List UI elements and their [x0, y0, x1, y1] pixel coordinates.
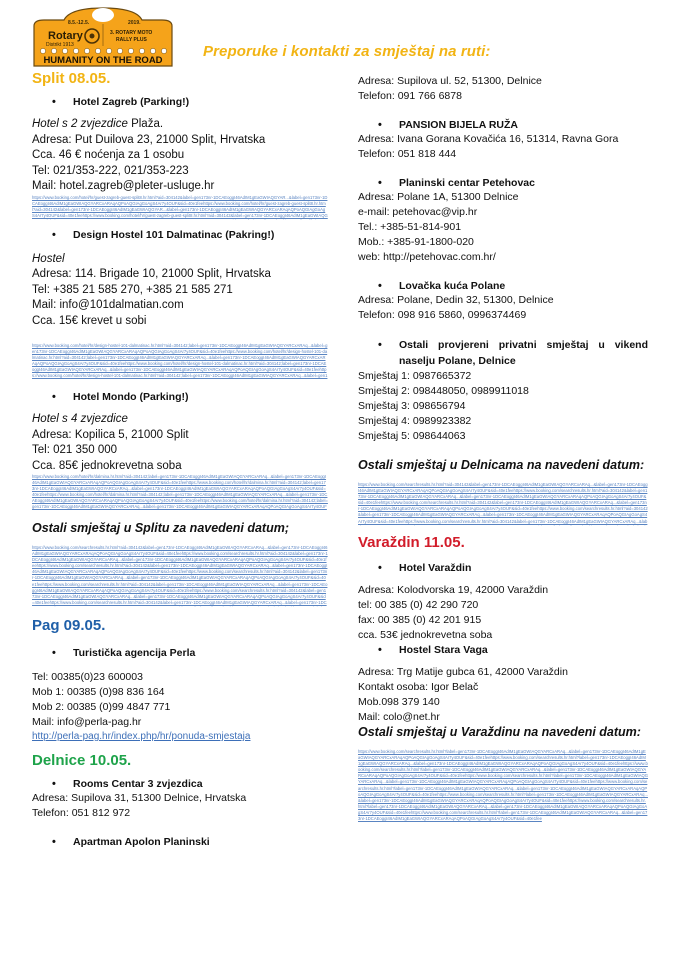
hotel-name: • Hotel Zagreb (Parking!) [32, 95, 328, 109]
hotel-name: • Lovačka kuća Polane [358, 279, 648, 293]
svg-text:8.5.-12.5.: 8.5.-12.5. [68, 20, 90, 26]
hotel-line: Telefon: 098 916 5860, 0996374469 [358, 309, 527, 321]
left-column [32, 70, 328, 849]
hotel-type [32, 252, 328, 268]
hotel-line: Adresa: Polane 1A, 51300 Delnice [358, 191, 519, 203]
hotel-line: Smještaj 3: 098656794 [358, 400, 466, 412]
svg-text:3. ROTARY MOTO: 3. ROTARY MOTO [110, 30, 153, 36]
hotel-line: web: http://petehovac.com.hr/ [358, 251, 496, 263]
hotel-line: Tel: 021/353-222, 021/353-223 [32, 164, 189, 177]
hotel-line: Adresa: Put Duilova 23, 21000 Split, Hrvatska [32, 133, 266, 146]
hotel-line: e-mail: petehovac@vip.hr [358, 206, 478, 218]
city-heading-split: Split 08.05. [32, 70, 111, 87]
hotel-line: Tel.: +385-51-814-901 [358, 221, 462, 233]
website-link[interactable]: http://perla-pag.hr/index.php/hr/ponuda-smjestaja [32, 731, 251, 742]
hotel-line: Adresa: Kolodvorska 19, 42000 Varaždin [358, 584, 549, 596]
booking-link[interactable]: https://www.booking.com/hotel/hr/guest-zagreb-guest-split8.hr.html?aid=304142&label=gen173nr-1DCAEoggI46AdIM1gEaGWIAQGYAR...&label=gen173nr-1DCAEoggI46AdIM1gEaGWIAQGYARCxARAqAQPoAQGIAgGoAgS4Ar7y4OUF&sid=40e1feehttps://www.booking.com/hotel/hr/guest-zagreb-guest-split8.hr.html?aid=304142&label=gen173nr-1DCAEoggI46AdIM1gEaGWIAQGYAR...&label=gen173nr-1DCAEoggI46AdIM1gEaGWIAQGYARCxARAqAQPoAQGIAgGoAgS4Ar7y4OUF&sid=40e1feehttps://www.booking.com/hotel/hr/guest-zagreb-guest-split8.hr.html?aid=304142&label=gen173nr-1DCAEoggI46AdIM1gEaGWIAQG [32, 194, 328, 218]
hotel-name: • Hostel Stara Vaga [358, 643, 648, 657]
hotel-name: • Ostali provjereni privatni smještaj u vikend naselju Polane, Delnice [358, 337, 648, 369]
hotel-line: Mob 2: 00385 (0)99 4847 771 [32, 701, 171, 713]
svg-text:HUMANITY ON THE ROAD: HUMANITY ON THE ROAD [43, 55, 163, 66]
city-heading-varazdin: Varaždin 11.05. [358, 534, 465, 551]
hotel-line: Mail: hotel.zagreb@pleter-usluge.hr [32, 180, 215, 192]
booking-search-link[interactable]: https://www.booking.com/searchresults.hr.html?aid=304142&label=gen173nr-1DCAEoggI46AdIM1gEaGWIAQGYARCxARAq...&label=gen173nr-1DCAEoggI46AdIM1gEaGWIAQGYARCxARAqAQPoAQGIAgGoAgS4Ar7y4OUF&sid=40e1feehttps://www.booking.com/searchresults.hr.html?aid=304142&label=gen173nr-1DCAEoggI46AdIM1gEaGWIAQGYARCxARAq...&label=gen173nr-1DCAEoggI46AdIM1gEaGWIAQGYARCxARAqAQPoAQGIAgGoAgS4Ar7y4OUF&sid=40e1feehttps://www.booking.com/searchresults.hr.html?aid=304142&label=gen173nr-1DCAEoggI46AdIM1gEaGWIAQGYARCxARAq...&label=gen173nr-1DCAEoggI46AdIM1gEaGWIAQGYARCxARAqAQPoAQGIAgGoAgS4Ar7y4OUF&sid=40e1feehttps://www.booking.com/searchresults.hr.html?aid=304142&label=gen173nr-1DCAEoggI46AdIM1gEaGWIAQGYARCxARAq...&label=gen173nr-1DCAEoggI46AdIM1gEaGWIAQGYARCxARAqAQPoAQGIAgGoAgS4Ar7y4OUF&sid=40e1feehttps://www.booking.com/searchresults.hr.html?aid=304142&label=gen173nr-1DCAEoggI46AdIM1gEaGWIAQGYARCxARAq...&label=gen173nr-1DCAEoggI46AdIM1gEaGWIAQGYARCxARAqAQPoAQGIAgGoAgS4Ar7y4OUF&sid=40e1feehttps://www.booking.com/searchresults.hr.html?aid=304142&label=gen173nr-1DCAEoggI46AdIM1gEaGWIAQGYARCxARAq...&label=gen173nr-1DCAEoggI46AdIM1gEaGWIAQGYARCxARAqAQPoAQGIAgGoAgS4Ar7y4OUF&sid=40e1feehttps://www.booking.com/searchresults.hr.html?aid=304142&label=gen173nr-1DCAEoggI46AdIM1gEaGWIAQGYARCxARAq...&label=gen173nr-1DC [32, 545, 328, 605]
other-accommodation-heading: Ostali smještaj u Delnicama na navedeni datum: [358, 458, 645, 472]
hotel-name: • PANSION BIJELA RUŽA [358, 118, 648, 132]
svg-text:Rotary: Rotary [48, 30, 83, 42]
hotel-line: Mail: colo@net.hr [358, 711, 440, 723]
hotel-name: • Design Hostel 101 Dalmatinac (Pakring!) [32, 228, 328, 242]
hotel-line: tel: 00 385 (0) 42 290 720 [358, 599, 479, 611]
hotel-line: Mob.098 379 140 [358, 696, 440, 708]
svg-text:2019.: 2019. [128, 20, 141, 26]
page-title: Preporuke i kontakti za smještaj na ruti: [203, 43, 491, 60]
booking-search-link[interactable]: https://www.booking.com/searchresults.hr.html?aid=304142&label=gen173nr-1DCAEoggI46AdIM1gEaGWIAQGYARCxARAq...&label=gen173nr-1DCAEoggI46AdIM1gEaGWIAQGYARCxARAqAQPoAQGIAgGoAgS4Ar7y4OUF&sid=40e1feehttps://www.booking.com/searchresults.hr.html?aid=304142&label=gen173nr-1DCAEoggI46AdIM1gEaGWIAQGYARCxARAq...&label=gen173nr-1DCAEoggI46AdIM1gEaGWIAQGYARCxARAqAQPoAQGIAgGoAgS4Ar7y4OUF&sid=40e1feehttps://www.booking.com/searchresults.hr.html?aid=304142&label=gen173nr-1DCAEoggI46AdIM1gEaGWIAQGYARCxARAq...&label=gen173nr-1DCAEoggI46AdIM1gEaGWIAQGYARCxARAqAQPoAQGIAgGoAgS4Ar7y4OUF&sid=40e1feehttps://www.booking.com/searchresults.hr.html?aid=304142&label=gen173nr-1DCAEoggI46AdIM1gEaGWIAQGYARCxARAq...&label=gen173nr-1DCAEoggI46AdIM1gEaGWIAQGYARCxARAqAQPoAQGIAgGoAgS4Ar7y4OUF&sid=40e1feehttps://www.booking.com/searchresults.hr.html?aid=304142&label=gen173nr-1DCAEoggI46AdIM1gEaGWIAQGYARCxARAq...&lab [358, 482, 648, 524]
city-heading-pag: Pag 09.05. [32, 617, 106, 634]
hotel-line: Adresa: Supilova ul. 52, 51300, Delnice [358, 75, 542, 87]
booking-link[interactable]: https://www.booking.com/hotel/hr/design-hostel-101-dalmatinac.hr.html?aid=304142;label=gen173nr-1DCAEoggI46AdIM1gEaGWIAQGYARCxARAq...&label=gen173nr-1DCAEoggI46AdIM1gEaGWIAQGYARCxARAqAQPoAQGIAgGoAgS4Ar7y4OUF&sid=40e1feehttps://www.booking.com/hotel/hr/design-hostel-101-dalmatinac.hr.html?aid=304142;label=gen173nr-1DCAEoggI46AdIM1gEaGWIAQGYARCxARAq...&label=gen173nr-1DCAEoggI46AdIM1gEaGWIAQGYARCxARAqAQPoAQGIAgGoAgS4Ar7y4OUF&sid=40e1feehttps://www.booking.com/hotel/hr/design-hostel-101-dalmatinac.hr.html?aid=304142;label=gen173nr-1DCAEoggI46AdIM1gEaGWIAQGYARCxARAq...&label=gen173nr-1DCAEoggI46AdIM1gEaGWIAQGYARCxARAqAQPoAQGIAgGoAgS4Ar7y4OUF&sid=40e1feehttps://www.booking.com/hotel/hr/design-hostel-101-dalmatinac.hr.html?aid=304142;label=gen173nr-1DCAEoggI46AdIM1gEaGWIAQGYARCxARAq...&label=gen1 [32, 343, 328, 379]
hotel-type-italic: Hostel [32, 252, 65, 265]
hotel-type [32, 117, 328, 133]
hotel-name: • Planinski centar Petehovac [358, 176, 648, 190]
hotel-line: Adresa: Ivana Gorana Kovačića 16, 51314, Ravna Gora [358, 133, 619, 145]
logo-graphic [30, 6, 176, 68]
hotel-line: Adresa: Trg Matije gubca 61, 42000 Varaždin [358, 666, 568, 678]
svg-text:Distrikt 1913: Distrikt 1913 [46, 42, 74, 48]
hotel-name: • Hotel Varaždin [358, 561, 648, 575]
hotel-line: Smještaj 1: 0987665372 [358, 370, 472, 382]
hotel-name: • Rooms Centar 3 zvjezdica [32, 777, 328, 791]
hotel-line: Mob.: +385-91-1800-020 [358, 236, 474, 248]
hotel-line: Telefon: 091 766 6878 [358, 90, 462, 102]
hotel-line: Telefon: 051 818 444 [358, 148, 457, 160]
hotel-name: • Apartman Apolon Planinski [32, 835, 328, 849]
hotel-line: cca. 53€ jednokrevetna soba [358, 629, 493, 641]
right-column [358, 74, 648, 841]
hotel-type [32, 412, 328, 428]
hotel-line: Mail: info@101dalmatian.com [32, 299, 184, 311]
hotel-type-italic: Hotel s 4 zvjezdice [32, 413, 128, 425]
hotel-line: Smještaj 4: 0989923382 [358, 415, 472, 427]
hotel-name: • Turistička agencija Perla [32, 646, 328, 660]
other-accommodation-heading: Ostali smještaj u Splitu za navedeni datum; [32, 521, 290, 535]
hotel-type-suffix: Plaža. [127, 118, 164, 130]
hotel-line: Mail: info@perla-pag.hr [32, 716, 142, 728]
booking-link[interactable]: https://www.booking.com/hotel/hr/dalmina.hr.html?aid=304142;label=gen173nr-1DCAEoggI46AdIM1gEaGWIAQGYARCxARAq...&label=gen173nr-1DCAEoggI46AdIM1gEaGWIAQGYARCxARAqAQPoAQGIAgGoAgS4Ar7y4OUF&sid=40e1feehttps://www.booking.com/hotel/hr/dalmina.hr.html?aid=304142;label=gen173nr-1DCAEoggI46AdIM1gEaGWIAQGYARCxARAq...&label=gen173nr-1DCAEoggI46AdIM1gEaGWIAQGYARCxARAqAQPoAQGIAgGoAgS4Ar7y4OUF&sid=40e1feehttps://www.booking.com/hotel/hr/dalmina.hr.html?aid=304142;label=gen173nr-1DCAEoggI46AdIM1gEaGWIAQGYARCxARAq...&label=gen173nr-1DCAEoggI46AdIM1gEaGWIAQGYARCxARAqAQPoAQGIAgGoAgS4Ar7y4OUF&sid=40e1feehttps://www.booking.com/hotel/hr/dalmina.hr.html?aid=304142;label=gen173nr-1DCAEoggI46AdIM1gEaGWIAQGYARCxARAq...&label=gen173nr-1DCAEoggI46AdIM1gEaGWIAQGYARCxARAqAQPoAQGIAgGoAgS4Ar7y4OUF [32, 474, 328, 510]
city-heading-delnice: Delnice 10.05. [32, 752, 132, 769]
hotel-line: Cca. 85€ jednokrevetna soba [32, 459, 182, 472]
hotel-line: Telefon: 051 812 972 [32, 807, 131, 819]
hotel-line: Smještaj 5: 098644063 [358, 430, 466, 442]
hotel-type-italic: Hotel s 2 zvjezdice [32, 118, 128, 130]
booking-search-link[interactable]: https://www.booking.com/searchresults.hr.html?label=gen173nr-1DCAEoggI46AdIM1gEaGWIAQGYARCxARAq...&label=gen173nr-1DCAEoggI46AdIM1gEaGWIAQGYARCxARAqAQPoAQGIAgGoAgS4Ar7y4OUF&sid=40e1feehttps://www.booking.com/searchresults.hr.html?label=gen173nr-1DCAEoggI46AdIM1gEaGWIAQGYARCxARAq...&label=gen173nr-1DCAEoggI46AdIM1gEaGWIAQGYARCxARAqAQPoAQGIAgGoAgS4Ar7y4OUF&sid=40e1feehttps://www.booking.com/searchresults.hr.html?label=gen173nr-1DCAEoggI46AdIM1gEaGWIAQGYARCxARAq...&label=gen173nr-1DCAEoggI46AdIM1gEaGWIAQGYARCxARAqAQPoAQGIAgGoAgS4Ar7y4OUF&sid=40e1feehttps://www.booking.com/searchresults.hr.html?label=gen173nr-1DCAEoggI46AdIM1gEaGWIAQGYARCxARAq...&label=gen173nr-1DCAEoggI46AdIM1gEaGWIAQGYARCxARAqAQPoAQGIAgGoAgS4Ar7y4OUF&sid=40e1feehttps://www.booking.com/searchresults.hr.html?label=gen173nr-1DCAEoggI46AdIM1gEaGWIAQGYARCxARAq...&label=gen173nr-1DCAEoggI46AdIM1gEaGWIAQGYARCxARAqAQPoAQGIAgGoAgS4Ar7y4OUF&sid=40e1feehttps://www.booking.com/searchresults.hr.html?label=gen173nr-1DCAEoggI46AdIM1gEaGWIAQGYARCxARAq...&label=gen173nr-1DCAEoggI46AdIM1gEaGWIAQGYARCxARAqAQPoAQGIAgGoAgS4Ar7y4OUF&sid=40e1feehttps://www.booking.com/searchresults.hr.html?label=gen173nr-1DCAEoggI46AdIM1gEaGWIAQGYARCxARAq...&label=gen173nr-1DCAEoggI46AdIM1gEaGWIAQGYARCxARAqAQPoAQGIAgGoAgS4Ar7y4OUF&sid=40e1feehttps://www.booking.com/searchresults.hr.html?label=gen173nr-1DCAEoggI46AdIM1gEaGWIAQGYARCxARAq...&label=gen173nr-1DCAEoggI46AdIM1gEaGWIAQGYARCxARAqAQPoAQGIAgGoAgS4Ar7y4OUF&sid=40e1fee [358, 749, 648, 822]
hotel-line: Adresa: Kopilica 5, 21000 Split [32, 428, 189, 441]
hotel-line: Mob 1: 00385 (0)98 836 164 [32, 686, 165, 698]
hotel-line: Adresa: 114. Brigade 10, 21000 Split, Hrvatska [32, 268, 271, 280]
hotel-line: Tel: 021 350 000 [32, 444, 118, 456]
rotary-rally-logo [30, 6, 176, 68]
hotel-line: Tel: 00385(0)23 600003 [32, 671, 143, 683]
hotel-line: Adresa: Supilova 31, 51300 Delnice, Hrvatska [32, 792, 247, 804]
svg-text:RALLY PLUS: RALLY PLUS [116, 37, 147, 43]
hotel-line: Adresa: Polane, Dedin 32, 51300, Delnice [358, 294, 554, 306]
hotel-name: • Hotel Mondo (Parking!) [32, 390, 328, 404]
hotel-line: Tel: +385 21 585 270, +385 21 585 271 [32, 283, 233, 296]
hotel-line: fax: 00 385 (0) 42 201 915 [358, 614, 482, 626]
hotel-line: Cca. 46 € noćenja za 1 osobu [32, 149, 185, 161]
hotel-line: Smještaj 2: 098448050, 0989911018 [358, 385, 529, 397]
hotel-line: Kontakt osoba: Igor Belač [358, 681, 479, 693]
hotel-line: Cca. 15€ krevet u sobi [32, 314, 147, 327]
other-accommodation-heading: Ostali smještaj u Varaždinu na navedeni datum: [358, 725, 641, 739]
